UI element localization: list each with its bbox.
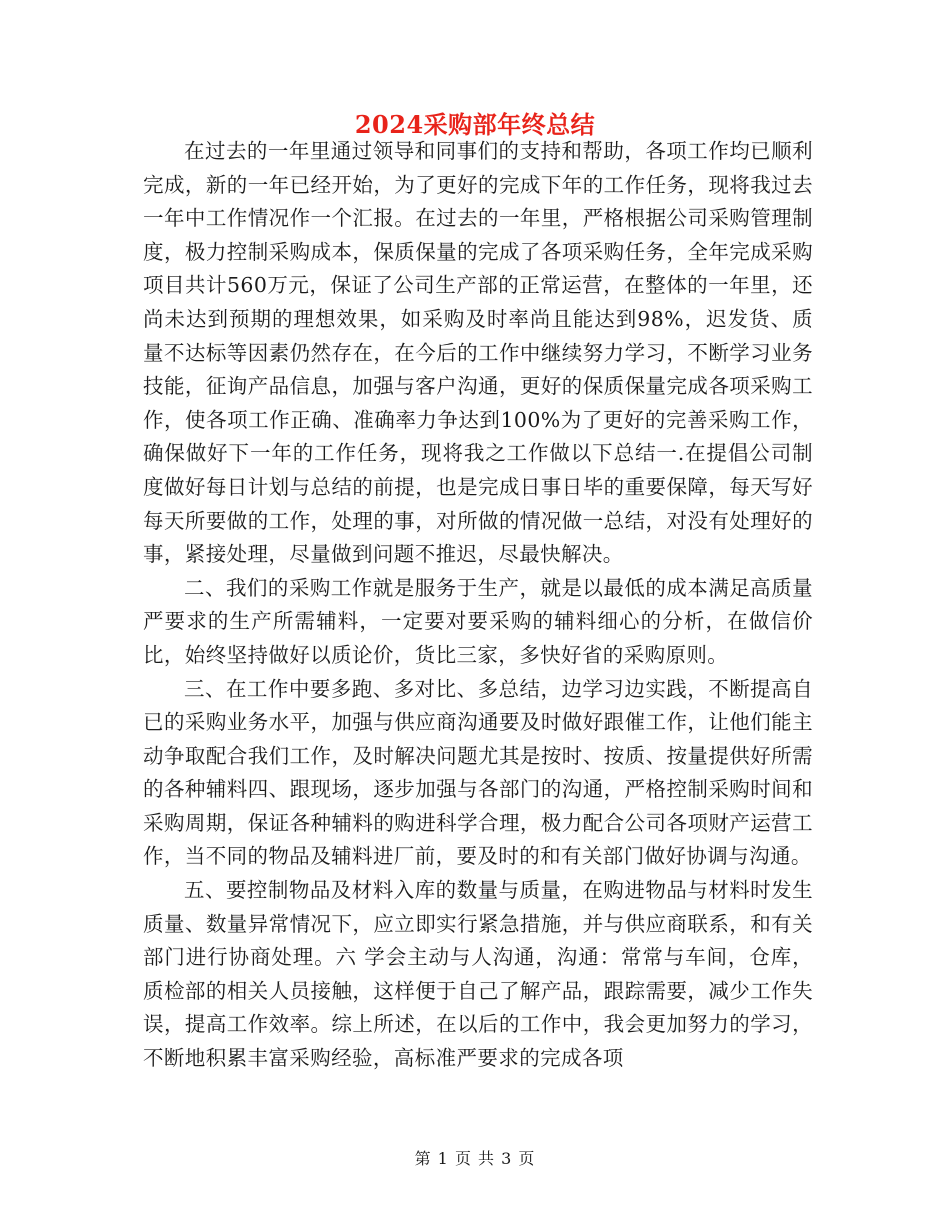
paragraph-2: 二、我们的采购工作就是服务于生产，就是以最低的成本满足高质量严要求的生产所需辅料，一定要对要采购的辅料细心的分析，在做信价比，始终坚持做好以质论价，货比三家，多快好省的采购原则。 bbox=[143, 575, 813, 667]
paragraph-3: 三、在工作中要多跑、多对比、多总结，边学习边实践，不断提高自已的采购业务水平，加强与供应商沟通要及时做好跟催工作，让他们能主动争取配合我们工作，及时解决问题尤其是按时、按质、按量提供好所需的各种辅料四、跟现场，逐步加强与各部门的沟通，严格控制采购时间和采购周期，保证各种辅料的购进科学合理，极力配合公司各项财产运营工作，当不同的物品及辅料进厂前，要及时的和有关部门做好协调与沟通。 bbox=[143, 676, 813, 869]
paragraph-4: 五、要控制物品及材料入库的数量与质量，在购进物品与材料时发生质量、数量异常情况下，应立即实行紧急措施，并与供应商联系，和有关部门进行协商处理。六 学会主动与人沟通，沟通：常常与车间，仓库，质检部的相关人员接触，这样便于自己了解产品，跟踪需要，减少工作失误，提高工作效率。综上所述，在以后的工作中，我会更加努力的学习，不断地积累丰富采购经验，高标准严要求的完成各项 bbox=[143, 878, 813, 1071]
paragraph-1: 在过去的一年里通过领导和同事们的支持和帮助，各项工作均已顺利完成，新的一年已经开始，为了更好的完成下年的工作任务，现将我过去一年中工作情况作一个汇报。在过去的一年里，严格根据公司采购管理制度，极力控制采购成本，保质保量的完成了各项采购任务，全年完成采购项目共计560万元，保证了公司生产部的正常运营，在整体的一年里，还尚未达到预期的理想效果，如采购及时率尚且能达到98%，迟发货、质量不达标等因素仍然存在，在今后的工作中继续努力学习，不断学习业务技能，征询产品信息，加强与客户沟通，更好的保质保量完成各项采购工作，使各项工作正确、准确率力争达到100%为了更好的完善采购工作，确保做好下一年的工作任务，现将我之工作做以下总结一.在提倡公司制度做好每日计划与总结的前提，也是完成日事日毕的重要保障，每天写好每天所要做的工作，处理的事，对所做的情况做一总结，对没有处理好的事，紧接处理，尽量做到问题不推迟，尽最快解决。 bbox=[143, 139, 813, 567]
document-title: 2024采购部年终总结 bbox=[354, 110, 596, 139]
document-body bbox=[143, 135, 813, 1076]
page-number-footer: 第 1 页 共 3 页 bbox=[414, 1149, 536, 1168]
